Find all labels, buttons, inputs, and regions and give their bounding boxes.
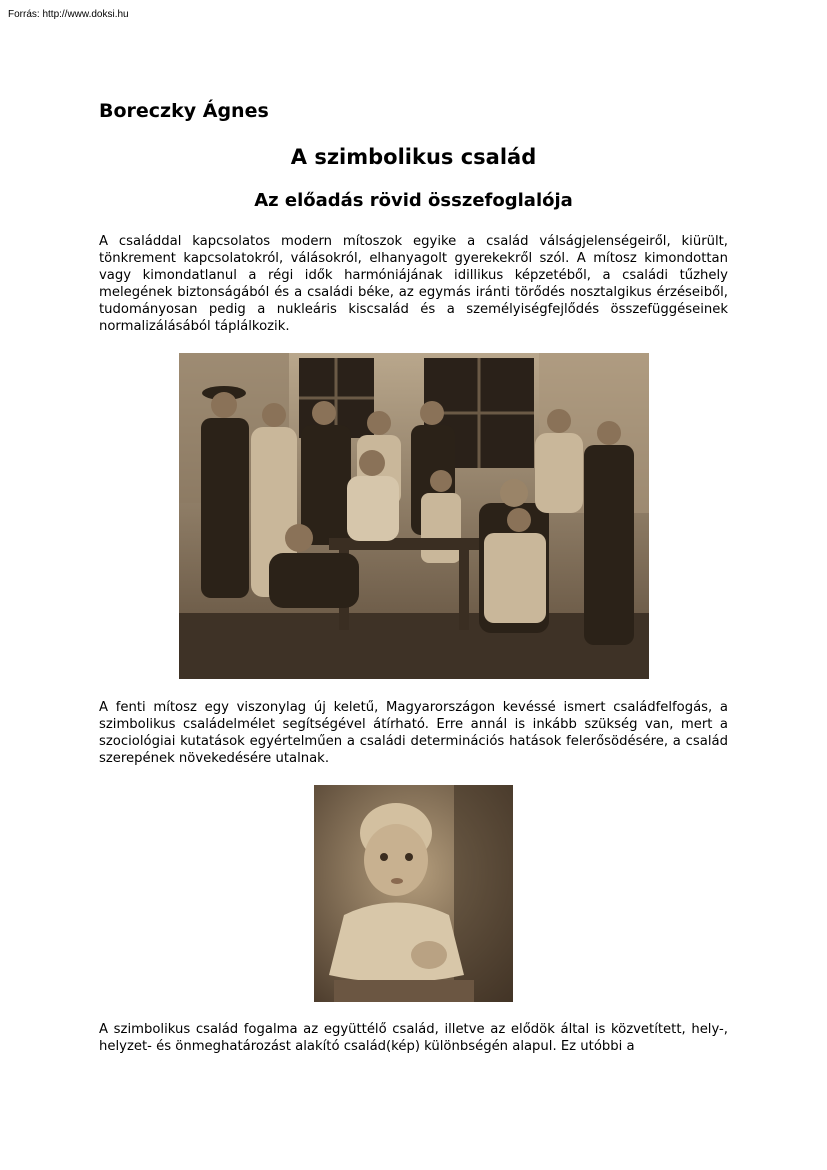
source-line: Forrás: http://www.doksi.hu	[8, 9, 129, 20]
author-name: Boreczky Ágnes	[99, 100, 269, 122]
paragraph-rewrite: A fenti mítosz egy viszonylag új keletű, Magyarországon kevéssé ismert családfelfogás, a szimbolikus családelmélet segítségével átírható. Erre annál is inkább szükség van, mert a szociológiai kutatások egyértelműen a családi determinációs hatások felerősödésére, a család szerepének növekedésére utalnak.	[99, 700, 728, 766]
paragraph-intro: A családdal kapcsolatos modern mítoszok egyike a család válságjelenségeiről, kiürült, tönkrement kapcsolatokról, válásokról, elhanyagolt gyerekekről szól. A mítosz kimondottan vagy kimondatlanul a régi idők harmóniájának idillikus képzetéből, a családi tűzhely melegének biztonságából és a családi béke, az egymás iránti törődés nosztalgikus érzéseiből, tudományosan pedig a nukleáris kiscsalád és a személyiségfejlődés összefüggéseinek normalizálásából táplálkozik.	[99, 234, 728, 334]
family-group-photo	[179, 353, 649, 679]
document-title: A szimbolikus család	[290, 145, 537, 169]
child-portrait-photo	[314, 785, 513, 1002]
paragraph-symbolic-family: A szimbolikus család fogalma az együttélő család, illetve az elődök által is közvetített, hely-, helyzet- és önmeghatározást alakító család(kép) különbségén alapul. Ez utóbbi a	[99, 1022, 728, 1054]
document-subtitle: Az előadás rövid összefoglalója	[254, 190, 573, 211]
